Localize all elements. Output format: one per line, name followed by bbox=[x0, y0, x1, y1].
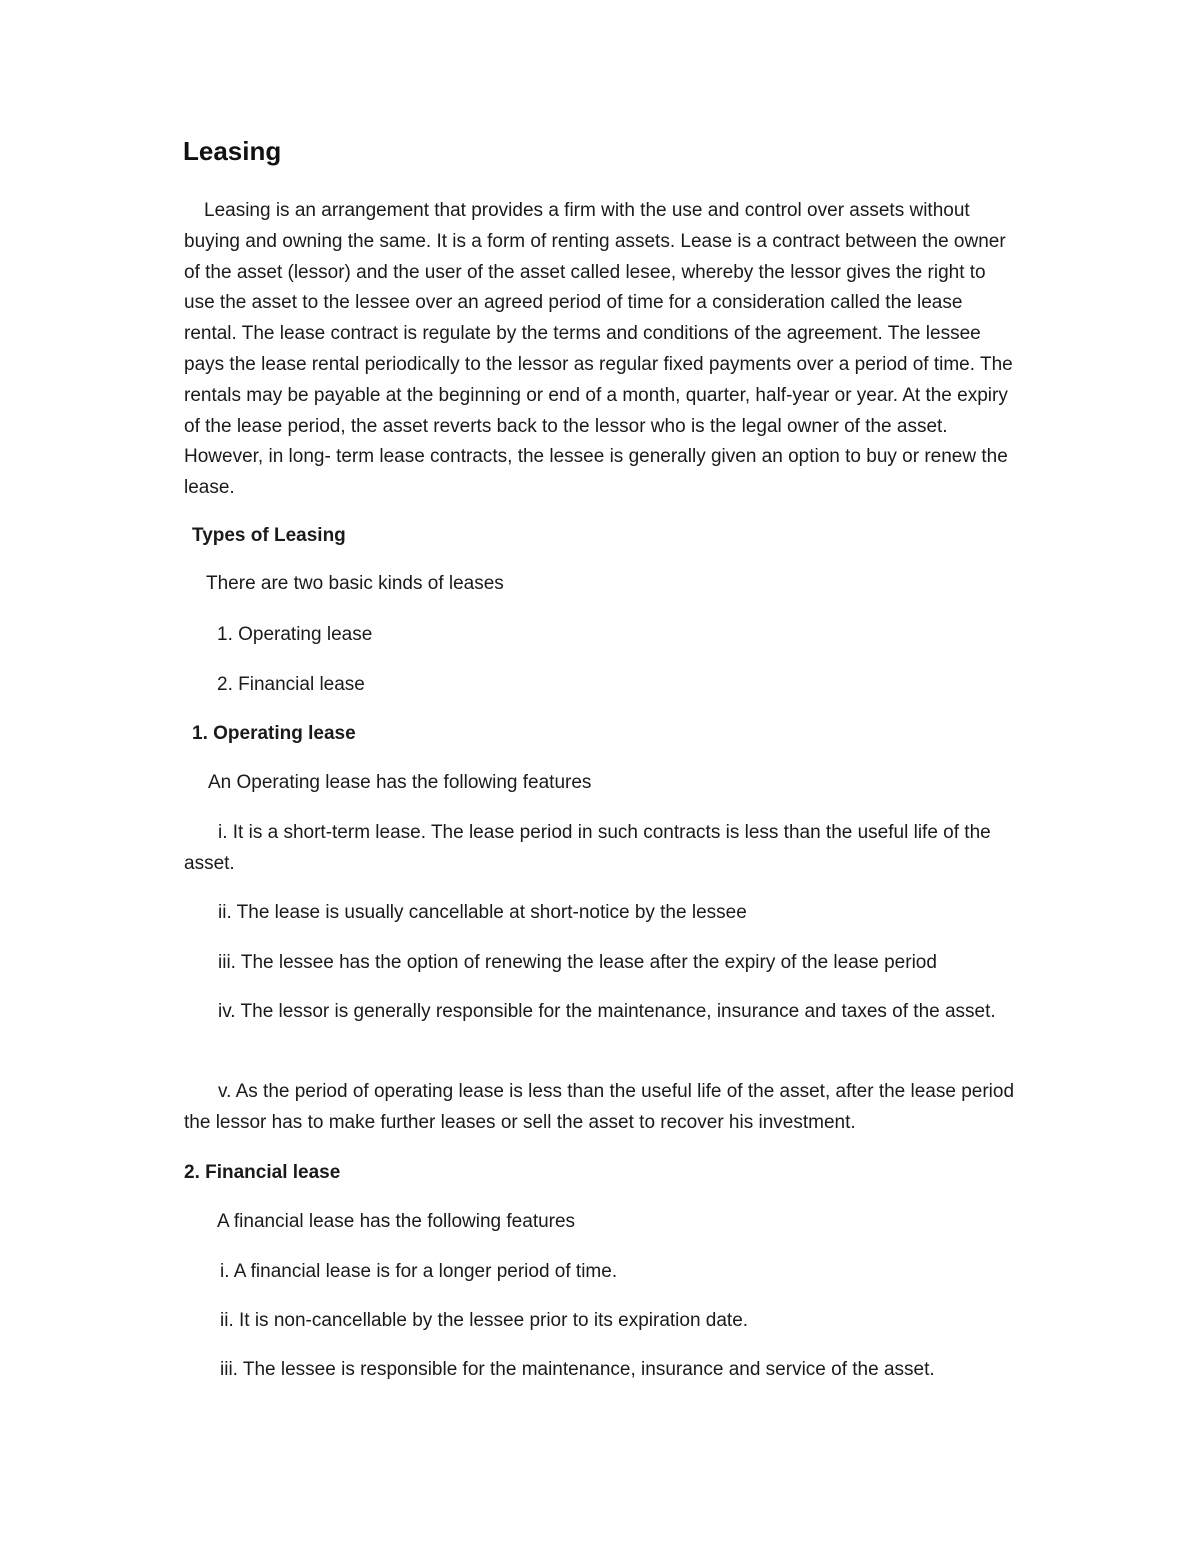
type-item-financial: 2. Financial lease bbox=[217, 674, 365, 695]
page-title: Leasing bbox=[183, 136, 282, 166]
type-item-operating: 1. Operating lease bbox=[217, 624, 373, 645]
intro-paragraph: Leasing is an arrangement that provides a firm with the use and control over assets without buying and owning the same. It is a form of renting assets. Lease is a contract between the owner of the asset (lessor) and the user of the asset called lesee, whereby the lessor gives the right to use the asset to the lessee over an agreed period of time for a consideration called the lease rental. The lease contract is regulate by the terms and conditions of the agreement. The lessee pays the lease rental periodically to the lessor as regular fixed payments over a period of time. The rentals may be payable at the beginning or end of a month, quarter, half-year or year. At the expiry of the lease period, the asset reverts back to the lessor who is the legal owner of the asset. However, in long- term lease contracts, the lessee is generally given an option to buy or renew the lease. bbox=[184, 200, 1013, 499]
types-heading: Types of Leasing bbox=[192, 525, 346, 546]
financial-feature: i. A financial lease is for a longer period of time. bbox=[220, 1261, 618, 1282]
financial-feature: iii. The lessee is responsible for the maintenance, insurance and service of the asset. bbox=[220, 1359, 935, 1380]
financial-heading: 2. Financial lease bbox=[184, 1162, 341, 1183]
financial-feature: ii. It is non-cancellable by the lessee prior to its expiration date. bbox=[220, 1310, 749, 1331]
operating-feature: i. It is a short-term lease. The lease period in such contracts is less than the useful life of the asset. bbox=[184, 822, 991, 874]
operating-intro: An Operating lease has the following features bbox=[208, 772, 592, 793]
financial-intro: A financial lease has the following features bbox=[217, 1211, 576, 1232]
operating-feature: iii. The lessee has the option of renewing the lease after the expiry of the lease period bbox=[218, 952, 937, 973]
operating-feature: v. As the period of operating lease is less than the useful life of the asset, after the lease period the lessor has to make further leases or sell the asset to recover his investment. bbox=[184, 1081, 1015, 1133]
operating-feature: ii. The lease is usually cancellable at short-notice by the lessee bbox=[218, 902, 747, 923]
operating-feature: iv. The lessor is generally responsible for the maintenance, insurance and taxes of the asset. bbox=[218, 1001, 996, 1022]
types-intro: There are two basic kinds of leases bbox=[206, 573, 504, 594]
operating-heading: 1. Operating lease bbox=[192, 723, 356, 744]
